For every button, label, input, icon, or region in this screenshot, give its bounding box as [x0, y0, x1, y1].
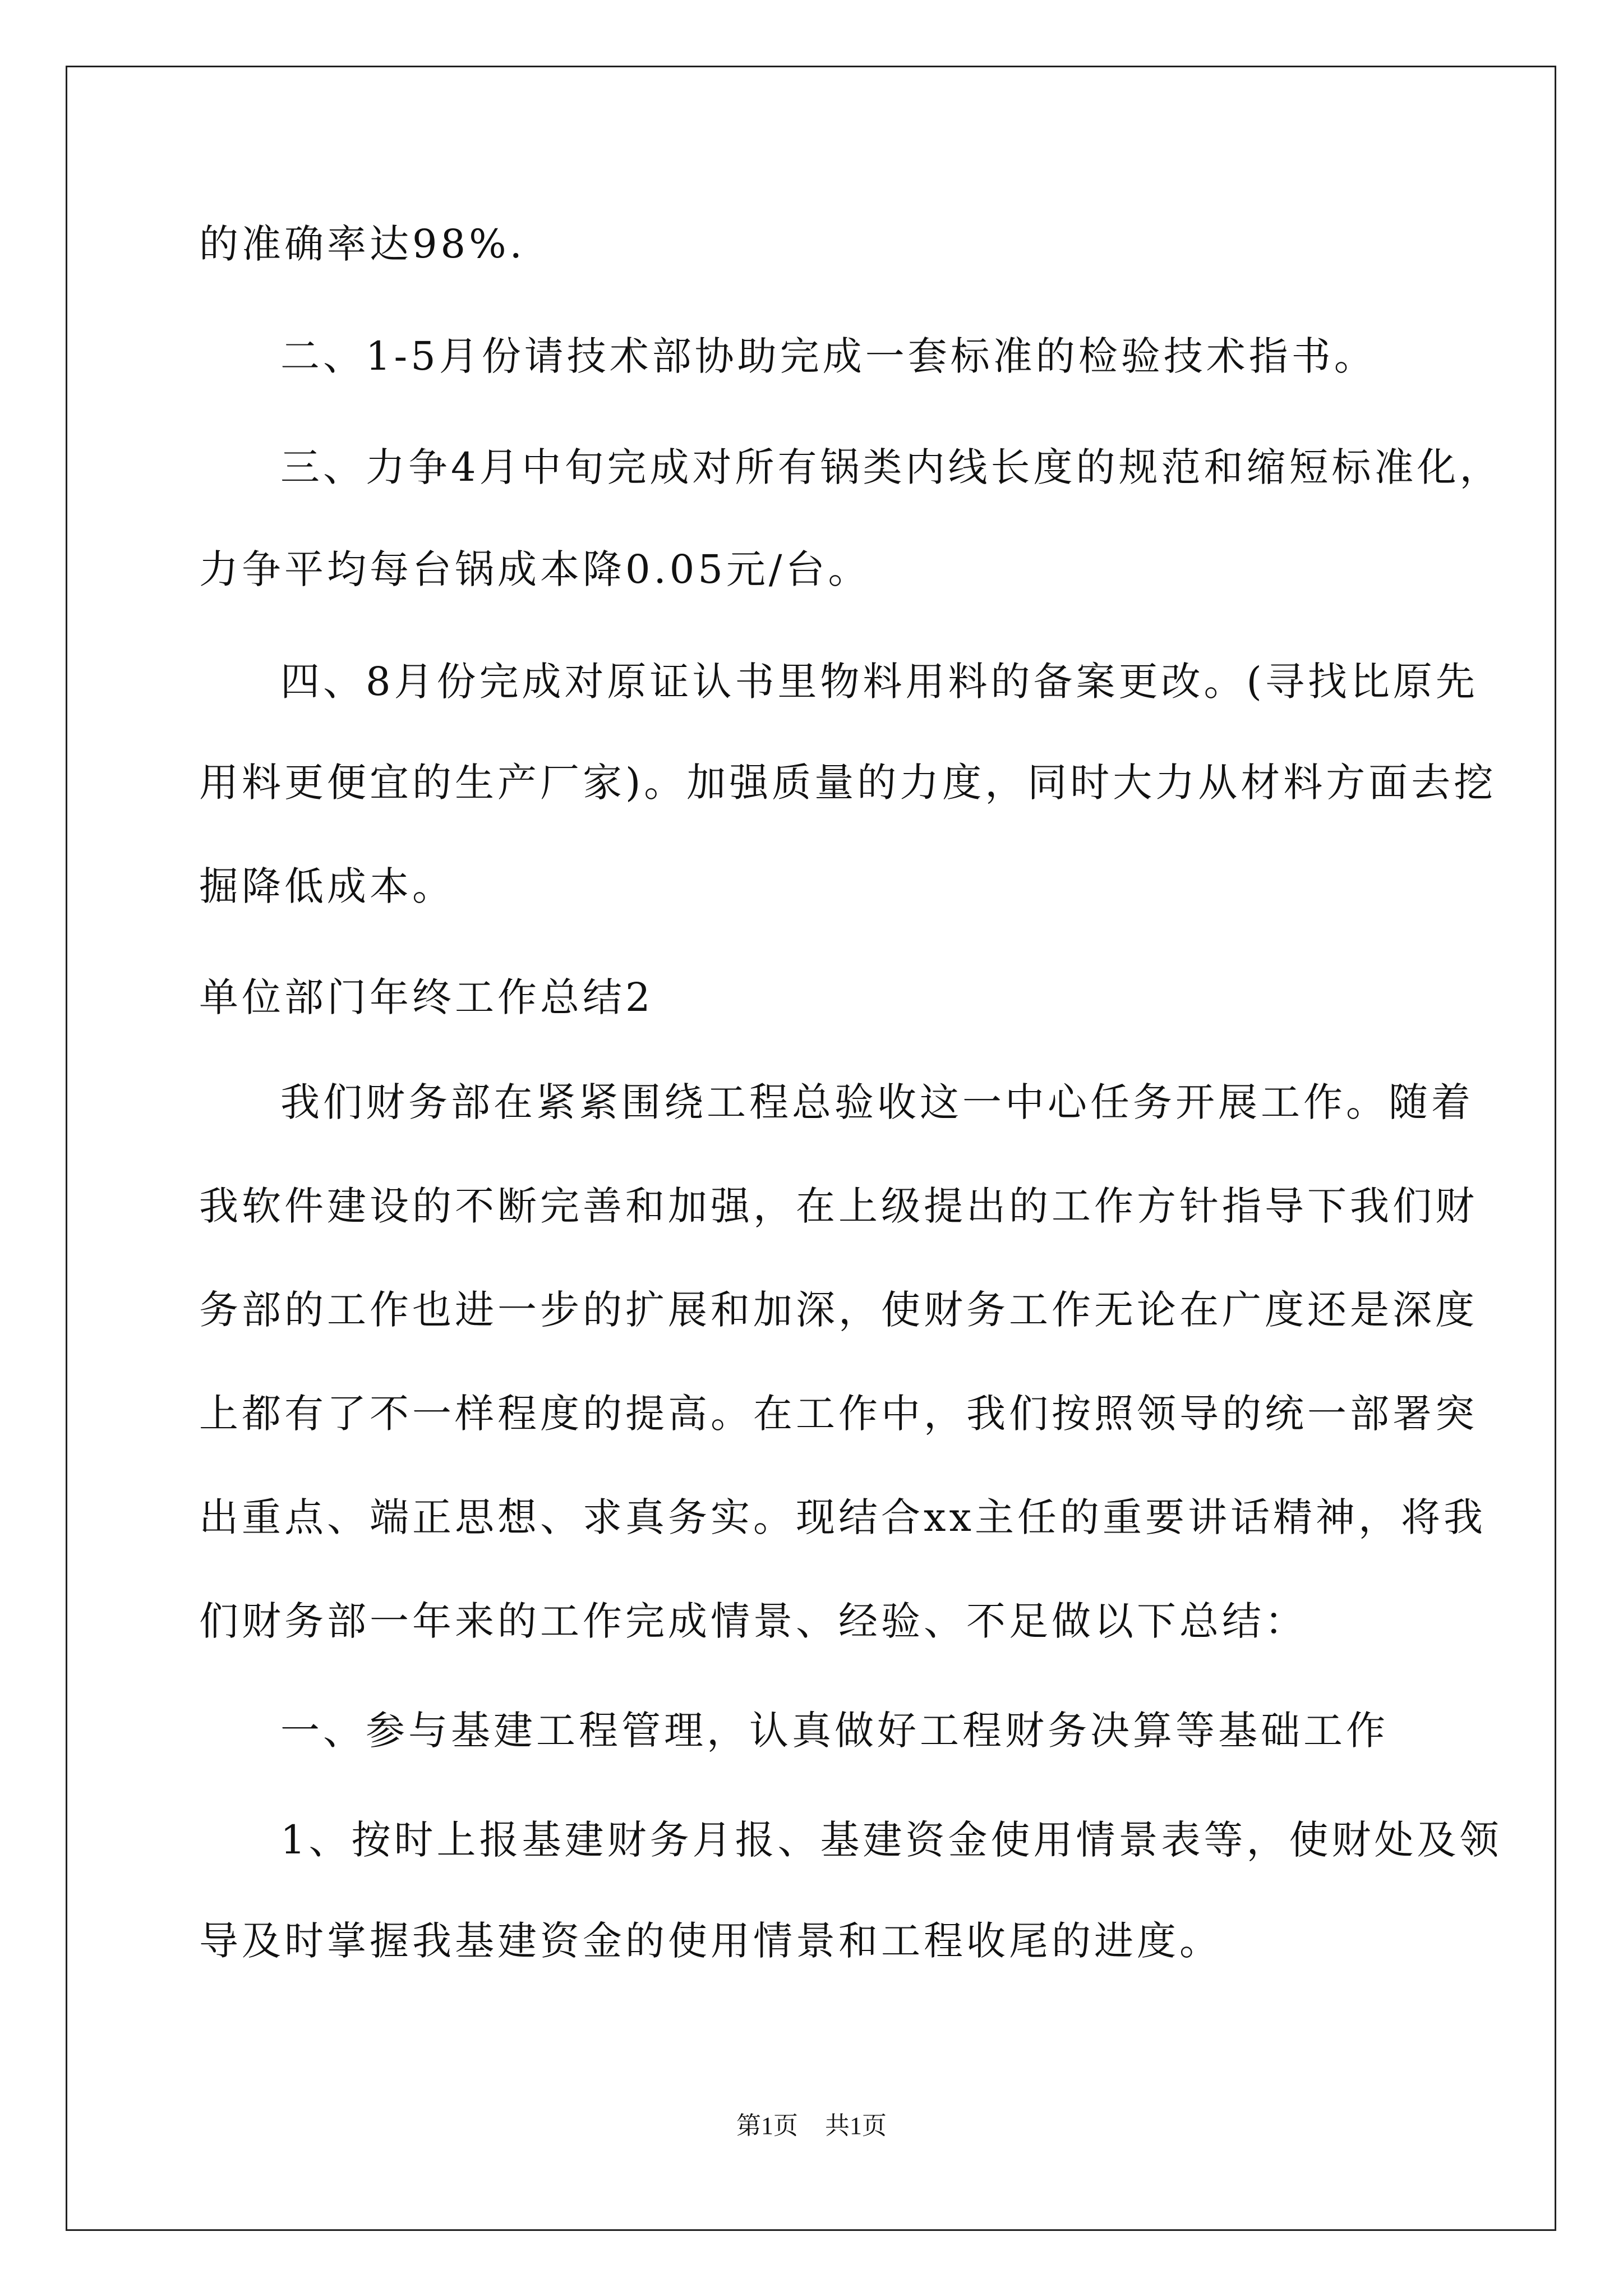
- page-border: [66, 66, 1556, 2231]
- section-heading: 单位部门年终工作总结2: [199, 974, 654, 1020]
- text-line-1: 的准确率达98%.: [199, 221, 525, 267]
- text-line-13: 出重点、端正思想、求真务实。现结合xx主任的重要讲话精神，将我: [199, 1494, 1486, 1540]
- text-line-4: 力争平均每台锅成本降0.05元/台。: [199, 546, 871, 592]
- page-footer: [0, 2109, 1623, 2143]
- text-line-11: 务部的工作也进一步的扩展和加深，使财务工作无论在广度还是深度: [199, 1287, 1478, 1333]
- page-number: 第1页: [736, 2112, 798, 2139]
- text-line-5: 四、8月份完成对原证认书里物料用料的备案更改。(寻找比原先: [280, 659, 1478, 705]
- page-total: 共1页: [825, 2112, 887, 2139]
- text-line-17: 导及时掌握我基建资金的使用情景和工程收尾的进度。: [199, 1918, 1222, 1964]
- text-line-7: 掘降低成本。: [199, 863, 455, 909]
- text-line-9: 我们财务部在紧紧围绕工程总验收这一中心任务开展工作。随着: [280, 1079, 1474, 1125]
- text-line-16: 1、按时上报基建财务月报、基建资金使用情景表等，使财处及领: [280, 1817, 1502, 1863]
- text-line-12: 上都有了不一样程度的提高。在工作中，我们按照领导的统一部署突: [199, 1391, 1478, 1437]
- text-line-6: 用料更便宜的生产厂家)。加强质量的力度，同时大力从材料方面去挖: [199, 760, 1497, 806]
- text-line-15: 一、参与基建工程管理，认真做好工程财务决算等基础工作: [280, 1708, 1389, 1754]
- text-line-10: 我软件建设的不断完善和加强，在上级提出的工作方针指导下我们财: [199, 1183, 1478, 1229]
- text-line-3: 三、力争4月中旬完成对所有锅类内线长度的规范和缩短标准化，: [280, 444, 1502, 490]
- text-line-2: 二、1-5月份请技术部协助完成一套标准的检验技术指书。: [280, 333, 1377, 379]
- text-line-14: 们财务部一年来的工作完成情景、经验、不足做以下总结：: [199, 1598, 1307, 1644]
